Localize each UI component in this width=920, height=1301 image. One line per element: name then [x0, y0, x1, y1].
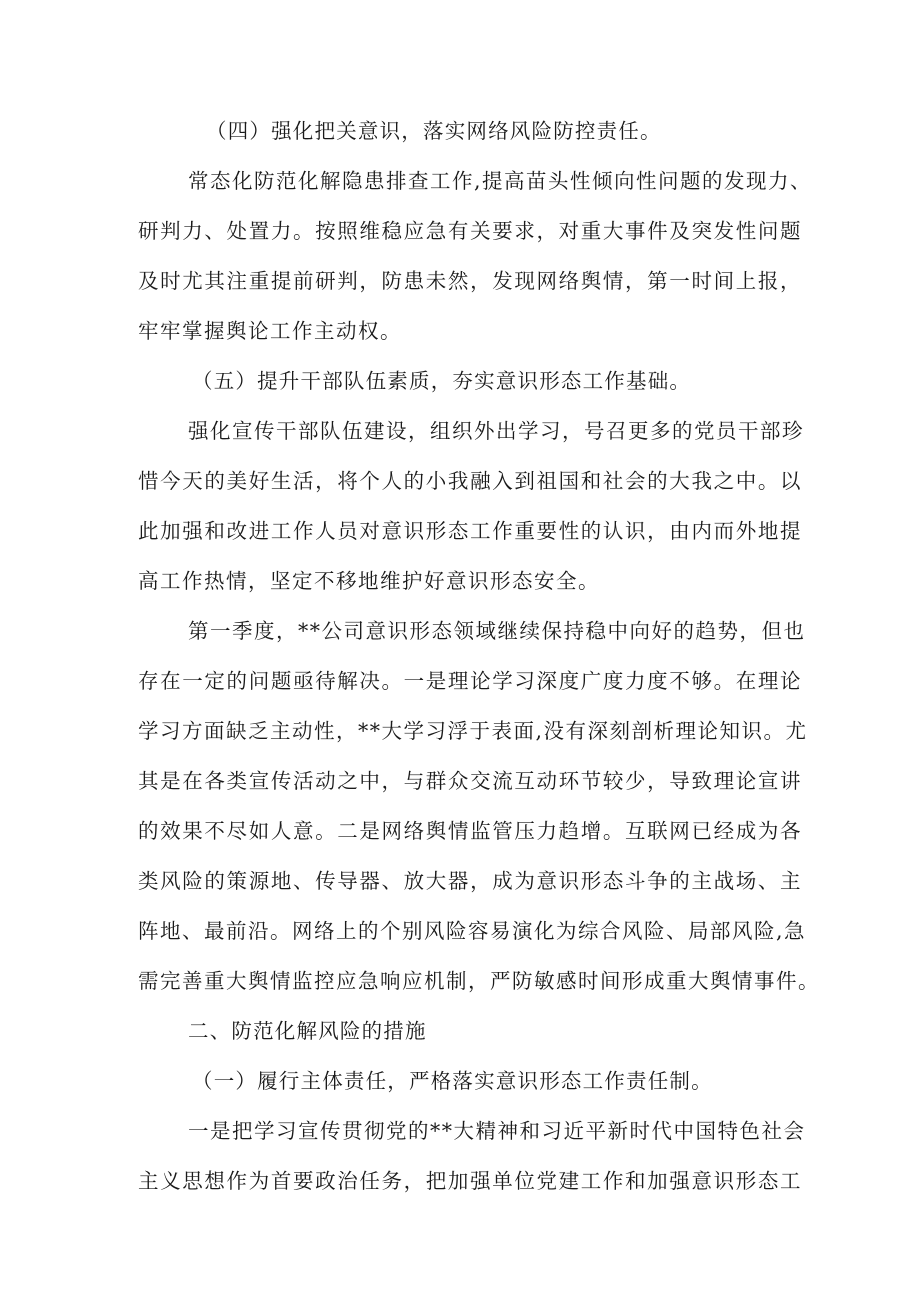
- paragraph-line: 第一季度，**公司意识形态领域继续保持稳中向好的趋势，但也: [188, 619, 806, 643]
- paragraph-line: 惜今天的美好生活，将个人的小我融入到祖国和社会的大我之中。以: [138, 469, 802, 493]
- paragraph-line: 需完善重大舆情监控应急响应机制，严防敏感时间形成重大舆情事件。: [138, 969, 820, 993]
- section-heading-5: （五）提升干部队伍素质，夯实意识形态工作基础。: [192, 369, 692, 393]
- paragraph-line: 研判力、处置力。按照维稳应急有关要求，对重大事件及突发性问题: [138, 219, 802, 243]
- paragraph-line: 的效果不尽如人意。二是网络舆情监管压力趋增。互联网已经成为各: [138, 819, 802, 843]
- section-heading-2: 二、防范化解风险的措施: [188, 1019, 427, 1043]
- paragraph-line: 牢牢掌握舆论工作主动权。: [138, 319, 402, 343]
- section-heading-1: （一）履行主体责任，严格落实意识形态工作责任制。: [192, 1069, 713, 1093]
- paragraph-line: 阵地、最前沿。网络上的个别风险容易演化为综合风险、局部风险,急: [138, 919, 807, 943]
- section-heading-4: （四）强化把关意识，落实网络风险防控责任。: [206, 119, 662, 143]
- paragraph-line: 及时尤其注重提前研判，防患未然，发现网络舆情，第一时间上报，: [138, 269, 802, 293]
- paragraph-line: 强化宣传干部队伍建设，组织外出学习，号召更多的党员干部珍: [188, 419, 804, 443]
- paragraph-line: 一是把学习宣传贯彻党的**大精神和习近平新时代中国特色社会: [188, 1119, 806, 1143]
- paragraph-line: 存在一定的问题亟待解决。一是理论学习深度广度力度不够。在理论: [138, 669, 802, 693]
- paragraph-line: 学习方面缺乏主动性，**大学习浮于表面,没有深刻剖析理论知识。尤: [138, 719, 808, 743]
- paragraph-line: 常态化防范化解隐患排查工作,提高苗头性倾向性问题的发现力、: [188, 169, 813, 193]
- paragraph-line: 其是在各类宣传活动之中，与群众交流互动环节较少，导致理论宣讲: [138, 769, 802, 793]
- paragraph-line: 高工作热情，坚定不移地维护好意识形态安全。: [138, 569, 600, 593]
- paragraph-line: 类风险的策源地、传导器、放大器，成为意识形态斗争的主战场、主: [138, 869, 802, 893]
- paragraph-line: 此加强和改进工作人员对意识形态工作重要性的认识，由内而外地提: [138, 519, 802, 543]
- paragraph-line: 主义思想作为首要政治任务，把加强单位党建工作和加强意识形态工: [138, 1169, 802, 1193]
